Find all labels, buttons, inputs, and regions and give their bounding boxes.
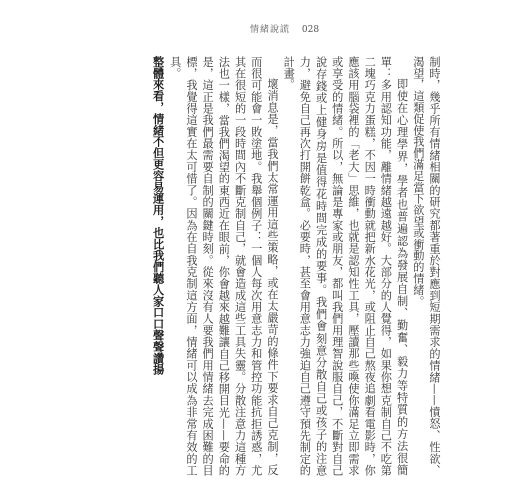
- paragraph-continued: 制時，幾乎所有情緒相關的研究都著重於對應到短期需求的情緒——憤怒、性欲、渴望，這類促使我們滿足當下欲望或衝動的情緒。: [411, 56, 441, 476]
- paragraph-emphasis: 整體來看，情緒不但更容易運用，也比我們聽人家口口聲聲讚揚: [151, 56, 166, 376]
- paragraph: 壞消息是，當我們太常運用這些策略，或在太嚴苛的條件下要求自己克制，反而很可能會一敗塗地。我舉個例子：一個人每次用意志力和管控功能抗拒誘惑，尤其在很短的一段時間內不斷克制自己，就會造成這些工具失靈。分散注意力這種方法也一樣，當我們渴望的東西近在眼前，你會越來越難讓自己移開目光——要命的是，這正是我們最需要自制的關鍵時刻。從來沒有人要我們用情緒去完成困難的目標，我覺得這實在太可惜了。因為在自我克制這方面，情緒可以成為非常有效的工具。: [168, 56, 279, 476]
- body-text: [150, 56, 442, 476]
- paragraph: 即使在心理學界，學者也普遍認為發展自制、勤奮、毅力等特質的方法很簡單：多用認知功能，離情緒越遠越好。大部分的人覺得，如果你想克制自己不吃第二塊巧克力蛋糕，不因一時衝動就把新水花光，或阻止自己熬夜追劇看電影時，你應該用腦袋裡的「老大」思維，也就是認知性工具，壓讀那些喚使你滿足立即需求或享受的情緒。所以，無論是專家或朋友，都叫我們用理智說服自己，不斷對自己說存錢或上健身房是值得花時間完成的要事。我們會刻意分散自己或孩子的注意力，避免自己再次打開餅乾盒。必要時，甚至會用意志力強迫自己遵守預先制定的計畫。: [282, 56, 409, 476]
- book-title: 情緒說謊: [250, 25, 291, 35]
- page-number: 028: [301, 25, 320, 35]
- running-head: [250, 22, 319, 35]
